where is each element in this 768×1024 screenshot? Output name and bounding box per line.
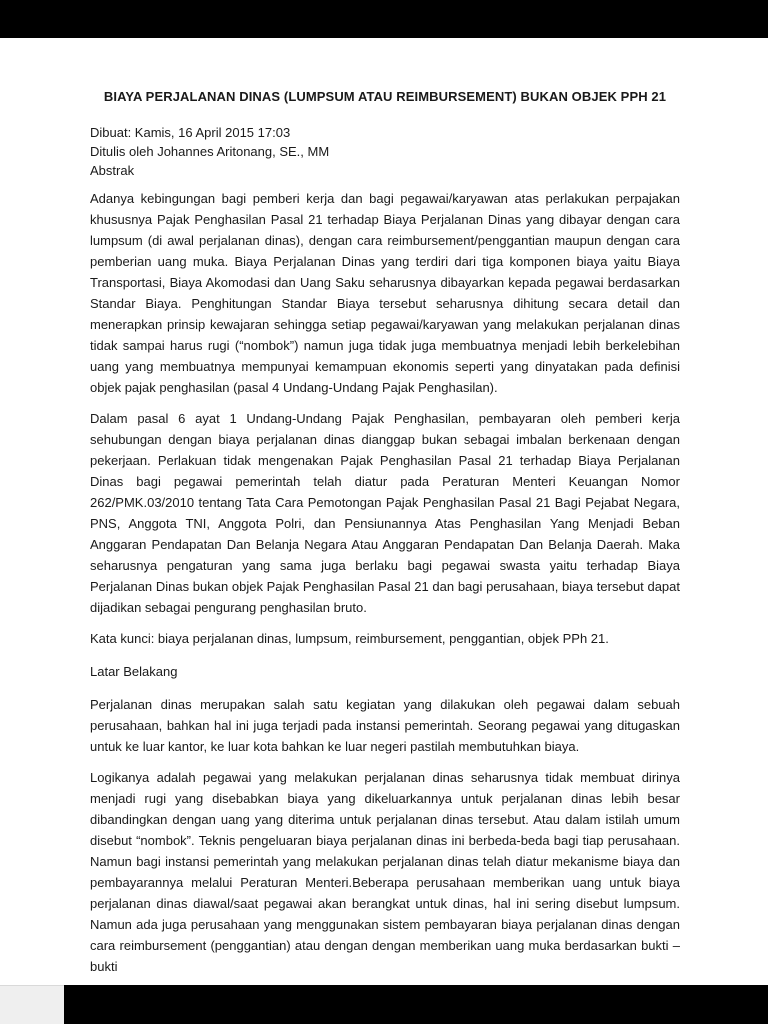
document-meta [90,123,680,180]
keywords-line: Kata kunci: biaya perjalanan dinas, lumpsum, reimbursement, penggantian, objek PPh 21. [90,631,609,646]
viewer-bottom-bar [0,985,768,1024]
abstract-heading: Abstrak [90,163,135,178]
meta-created: Dibuat: Kamis, 16 April 2015 17:03 [90,125,291,140]
body-paragraph: Logikanya adalah pegawai yang melakukan perjalanan dinas seharusnya tidak membuat dirinya menjadi rugi yang disebabkan biaya yang dikeluarkannya untuk perjalanan dinas lebih besar dibandingkan dengan uang yang diterima untuk perjalanan dinas tersebut. Atau dalam istilah umum disebut “nombok”. Teknis pengeluaran biaya perjalanan dinas ini berbeda-beda bagi tiap perusahaan. Namun bagi instansi pemerintah yang melakukan perjalanan dinas telah diatur mekanisme biaya dan pembayarannya melalui Peraturan Menteri.Beberapa perusahaan memberikan uang untuk biaya perjalanan dinas diawal/saat pegawai akan berangkat untuk dinas, hal ini sering disebut lumpsum. Namun ada juga perusahaan yang menggunakan sistem pembayaran biaya perjalanan dinas dengan cara reimbursement (penggantian) atau dengan dengan memberikan uang muka berdasarkan bukti –bukti [90,770,680,974]
body-paragraph: Perjalanan dinas merupakan salah satu kegiatan yang dilakukan oleh pegawai dalam sebuah perusahaan, bahkan hal ini juga terjadi pada instansi pemerintah. Seorang pegawai yang ditugaskan untuk ke luar kantor, ke luar kota bahkan ke luar negeri pastilah membutuhkan biaya. [90,697,680,754]
abstract-paragraph: Dalam pasal 6 ayat 1 Undang-Undang Pajak Penghasilan, pembayaran oleh pemberi kerja sehubungan dengan biaya perjalanan dinas dianggap bukan sebagai imbalan berkenaan dengan pekerjaan. Perlakuan tidak mengenakan Pajak Penghasilan Pasal 21 terhadap Biaya Perjalanan Dinas bagi pegawai pemerintah telah diatur pada Peraturan Menteri Keuangan Nomor 262/PMK.03/2010 tentang Tata Cara Pemotongan Pajak Penghasilan Pasal 21 Bagi Pejabat Negara, PNS, Anggota TNI, Anggota Polri, dan Pensiunannya Atas Penghasilan Yang Menjadi Beban Anggaran Pendapatan Dan Belanja Negara Atau Anggaran Pendapatan Dan Belanja Daerah. Maka seharusnya pengaturan yang sama juga berlaku bagi pegawai swasta yaitu terhadap Biaya Perjalanan Dinas bukan objek Pajak Penghasilan Pasal 21 dan bagi perusahaan, biaya tersebut dapat dijadikan sebagai pengurang penghasilan bruto. [90,411,680,615]
document-page [0,38,768,985]
meta-author: Ditulis oleh Johannes Aritonang, SE., MM [90,144,330,159]
page-corner-box [0,985,64,1024]
abstract-paragraph: Adanya kebingungan bagi pemberi kerja dan bagi pegawai/karyawan atas perlakukan perpajakan khususnya Pajak Penghasilan Pasal 21 terhadap Biaya Perjalanan Dinas yang dibayar dengan cara lumpsum (di awal perjalanan dinas), dengan cara reimbursement/penggantian maupun dengan cara pemberian uang muka. Biaya Perjalanan Dinas yang terdiri dari tiga komponen biaya yaitu Biaya Transportasi, Biaya Akomodasi dan Uang Saku seharusnya dibayarkan kepada pegawai berdasarkan Standar Biaya. Penghitungan Standar Biaya tersebut seharusnya dihitung secara detail dan menerapkan prinsip kewajaran sehingga setiap pegawai/karyawan yang melakukan perjalanan dinas tidak sampai harus rugi (“nombok”) namun juga tidak juga membuatnya menjadi lebih berkelebihan uang yang membuatnya mempunyai kemampuan ekonomis seperti yang dinyatakan pada definisi objek pajak penghasilan (pasal 4 Undang-Undang Pajak Penghasilan). [90,191,680,395]
document-title: BIAYA PERJALANAN DINAS (LUMPSUM ATAU REIMBURSEMENT) BUKAN OBJEK PPH 21 [103,89,667,104]
viewer-top-bar [0,0,768,38]
section-heading-latar-belakang: Latar Belakang [90,664,178,679]
